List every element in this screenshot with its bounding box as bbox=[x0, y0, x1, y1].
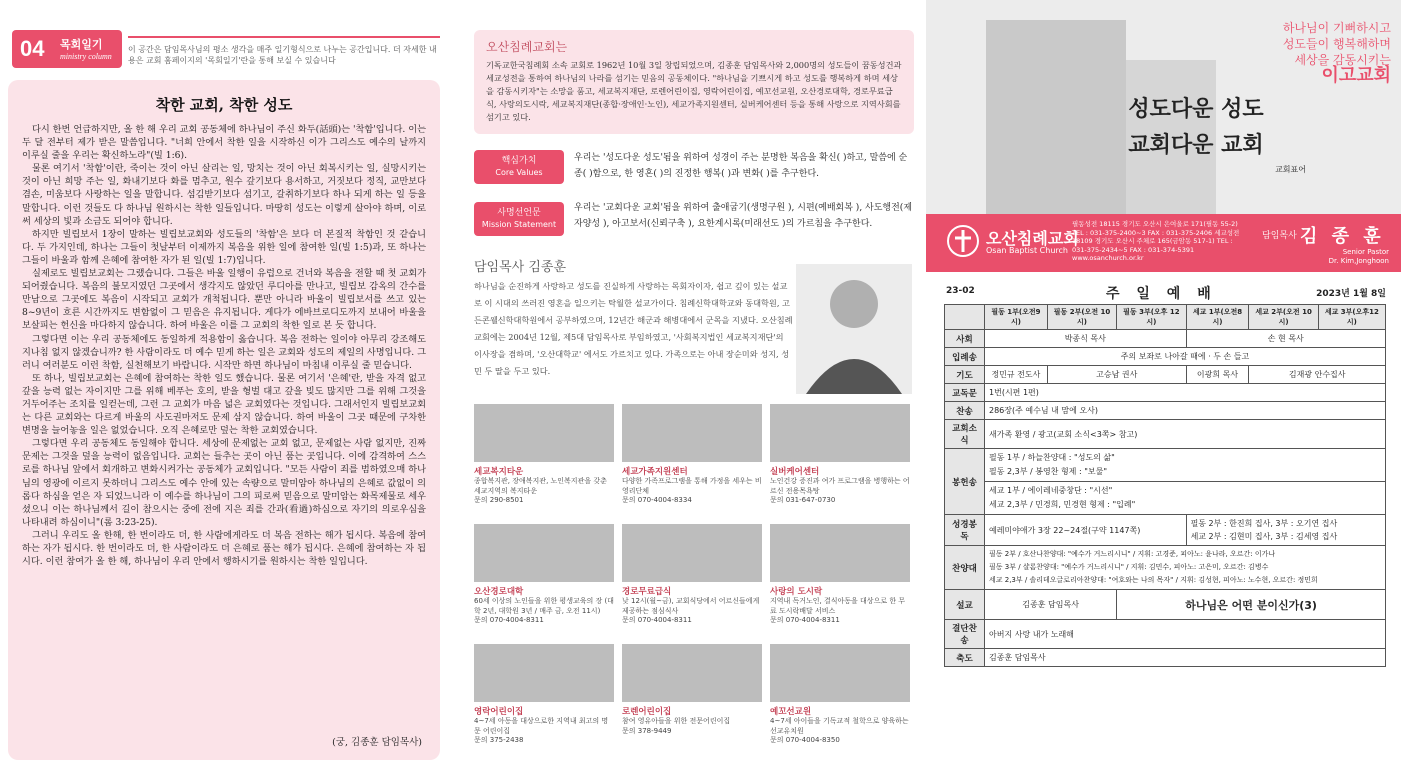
essay-paragraph: 그렇다면 이는 우리 공동체에도 동일하게 적용함이 옳습니다. 복음 전하는 일이야 아무리 강조해도 지나침 없지 않겠습니까? 한 사람이라도 더 예수 믿게 하는 일은 교회와 성도의 제일의 사명입니다. 그러니 여러분도 이런 착함, 실천해보기 바랍니다. 시작만 하면 하나님이 마침내 이루실 줄 믿습니다. bbox=[22, 333, 426, 371]
ministry-item bbox=[622, 524, 762, 642]
ministry-desc: 종합복지관, 장애복지관, 노인복지관을 갖춘 세교지역의 복지타운 bbox=[474, 477, 607, 495]
table-row bbox=[945, 402, 1386, 420]
pastor-title-en: Senior Pastor bbox=[1342, 248, 1389, 256]
church-name: 오산침례교회 bbox=[986, 229, 1079, 248]
cover-banner bbox=[926, 0, 1401, 272]
slogan-line: 이고교회 bbox=[1321, 65, 1391, 86]
ministry-photo bbox=[622, 644, 762, 702]
ministry-desc: 참여 영유아들을 위한 전문어린이집 bbox=[622, 717, 731, 725]
pastor-heading: 담임목사 김종훈 bbox=[474, 260, 567, 275]
column-ministry-diary bbox=[0, 0, 448, 779]
row-label: 사회 bbox=[945, 330, 985, 348]
table-cell: 김종훈 담임목사 bbox=[985, 649, 1386, 667]
table-row bbox=[945, 420, 1386, 449]
section-header bbox=[10, 30, 440, 70]
table-row bbox=[945, 449, 1386, 482]
worship-order-table bbox=[944, 304, 1386, 667]
essay-paragraph: 또 하나, 빌립보교회는 은혜에 참여하는 착한 일도 했습니다. 물론 여기서 '은혜'란, 받을 자격 없고 갚을 능력 없는 자이지만 그를 위해 베푸는 호의, 받을 형벌 대고 갚을 빚도 많지만 그를 위해 그것을 거두어주는 조치를 일컫는데, 그런 그 교회가 마음 넓은 교회였다는 것입니다. 그래서인지 빌립보교회는 다른 교회와는 다르게 바울의 사도권마저도 문제 삼지 않습니다. 하여 바울이 그곳 때문에 구차한 변명을 늘어놓을 일은 없었습니다. 오직 은혜로만 덮는 착한 교회였습니다. bbox=[22, 372, 426, 437]
table-cell: 1번(시편 1편) bbox=[985, 384, 1386, 402]
table-cell: 정민규 전도사 bbox=[985, 366, 1048, 384]
table-cell bbox=[985, 482, 1386, 515]
row-label: 성경봉독 bbox=[945, 515, 985, 546]
worship-title: 주 일 예 배 bbox=[1106, 286, 1217, 302]
ministry-tel: 문의 070-4004-8350 bbox=[770, 736, 840, 744]
church-intro-text: 기독교한국침례회 소속 교회로 1962년 10월 3일 창립되었으며, 김종훈 담임목사와 2,000명의 성도들이 꿈동성건과 세교성전을 통하여 하나님의 나라를 섬기는 믿음의 공동체이다. "하나님을 기쁘시게 하고 성도를 행복하게 하며 세상을 감동시키자"는 소망을 품고, 세교복지재단, 로렌어린이집, 영락어린이집, 예꼬선교원, 오산경로대학, 경로무료급식, 사랑의도시락, 세교복지재단(종합·장애인·노인), 세교가족지원센터, 실버케어센터 등을 통해 사랑으로 지역사회를 섬기고 있다. bbox=[486, 60, 902, 122]
table-row bbox=[945, 590, 1386, 620]
church-motto bbox=[1086, 92, 1306, 176]
pastor-title: 담임목사 bbox=[1262, 231, 1297, 241]
motto-line: 성도다운 성도 bbox=[1128, 97, 1264, 122]
core-values-label-en: Core Values bbox=[495, 168, 543, 177]
church-info-bar bbox=[926, 214, 1401, 272]
ministry-desc: 4~7세 아이들을 기독교적 철학으로 양육하는 선교유치원 bbox=[770, 717, 909, 735]
ministry-tel: 문의 290-8501 bbox=[474, 496, 524, 504]
ministry-name: 로렌어린이집 bbox=[622, 707, 672, 717]
section-number-badge bbox=[12, 30, 122, 68]
ministry-item bbox=[770, 644, 910, 762]
mission-pill bbox=[474, 202, 564, 236]
ministry-photo bbox=[622, 404, 762, 462]
row-label: 봉헌송 bbox=[945, 449, 985, 515]
table-cell: 새가족 환영 / 광고(교회 소식<3쪽> 참고) bbox=[985, 420, 1386, 449]
table-cell: 주의 보좌로 나아갈 때에 · 두 손 들고 bbox=[985, 348, 1386, 366]
mission-label-en: Mission Statement bbox=[481, 220, 557, 229]
sermon-title: 하나님은 어떤 분이신가(3) bbox=[1117, 590, 1386, 620]
slogan bbox=[1283, 20, 1391, 84]
church-intro-box bbox=[474, 30, 914, 134]
choir-line: 필동 2부 / 호산나찬양대: "예수가 거느리시니" / 지휘: 고경준, 피아노: 윤나라, 오르간: 이가나 bbox=[989, 550, 1276, 558]
church-intro-title: 오산침례교회는 bbox=[486, 40, 568, 54]
pastor-bio: 하나님을 순진하게 사랑하고 성도를 진실하게 사랑하는 목회자이자, 쉽고 깊이 있는 설교로 이 시대의 쓰러진 영혼을 일으키는 탁월한 설교가이다. 침례신학대학교와 동대학원, 고든콘웰신학대학원에서 공부하였으며, 12년간 해군과 해병대에서 군목을 지냈다. 오산침례교회에는 2004년 12월, 제5대 담임목사로 부임하였고, '사회복지법인 세교복지재단'의 이사장을 겸하며, '오산대학교' 에서도 가르치고 있다. 가족으로는 아내 장순미와 성지, 성민 두 딸을 두고 있다. bbox=[474, 281, 793, 376]
table-header-cell: 필동 2부(오전 10시) bbox=[1047, 305, 1116, 330]
row-label: 찬양대 bbox=[945, 546, 985, 590]
row-label: 설교 bbox=[945, 590, 985, 620]
ministry-desc: 낮 12시(월~금), 교회식당에서 어르신들에게 제공하는 점심식사 bbox=[622, 597, 760, 615]
ministry-desc: 60세 이상의 노인들을 위한 평생교육의 장 (대학 2년, 대학원 3년 / 매주 금, 오전 11시) bbox=[474, 597, 614, 615]
ministry-tel: 문의 070-4004-8334 bbox=[622, 496, 692, 504]
bible-reader-line: 필동 2부 : 한진희 집사, 3부 : 오기연 집사 bbox=[1190, 519, 1338, 528]
core-values-pill bbox=[474, 150, 564, 184]
ministry-name: 예꼬선교원 bbox=[770, 707, 812, 717]
ministry-name: 세교가족지원센터 bbox=[622, 467, 688, 477]
ministry-photo bbox=[474, 524, 614, 582]
slogan-line: 세상을 감동시키는 bbox=[1294, 53, 1391, 67]
table-cell: 김재광 안수집사 bbox=[1249, 366, 1386, 384]
ministry-desc: 4~7세 아동을 대상으로한 지역내 최고의 명문 어린이집 bbox=[474, 717, 609, 735]
table-row bbox=[945, 384, 1386, 402]
section-number: 04 bbox=[20, 36, 45, 61]
slogan-line: 성도들이 행복해하며 bbox=[1282, 37, 1391, 51]
table-header-cell: 세교 3부(오후12시) bbox=[1318, 305, 1385, 330]
essay-paragraph: 그렇다면 우리 공동체도 동일해야 합니다. 세상에 문제없는 교회 없고, 문제없는 사람 없지만, 진짜 문제는 그것을 덮을 능력이 없음입니다. 교회는 들추는 곳이 아닌 품는 곳입니다. 이에 감격하여 스스로를 하나님 앞에서 회개하고 변화시켜가는 공동체가 교회입니다. "모든 사람이 죄를 범하였으매 하나님의 영광에 이르지 못하더니 그리스도 예수 안에 있는 속량으로 말미암아 하나님의 은혜로 값없이 의롭다 하심을 얻은 자 되었느니라 이 예수를 하나님이 그의 피로써 믿음으로 말미암는 화목제물로 세우셨으니 이는 하나님께서 길이 참으시는 중에 전에 지은 죄를 간과(看過)하심으로 자기의 의로우심을 나타내려 하심이니"(롬 3:23-25). bbox=[22, 438, 426, 528]
ministry-name: 오산경로대학 bbox=[474, 587, 524, 597]
table-header-row bbox=[945, 305, 1386, 330]
table-cell: 이광희 목사 bbox=[1186, 366, 1249, 384]
motto-line: 교회다운 교회 bbox=[1128, 133, 1264, 158]
table-header-cell: 세교 1부(오전8시) bbox=[1186, 305, 1249, 330]
pastor-name-en bbox=[1329, 248, 1389, 266]
ministry-item bbox=[474, 644, 614, 762]
ministry-photo bbox=[474, 404, 614, 462]
column-bulletin bbox=[926, 0, 1401, 779]
row-label: 교독문 bbox=[945, 384, 985, 402]
table-cell: 예레미야애가 3장 22~24절(구약 1147쪽) bbox=[985, 515, 1187, 546]
table-row bbox=[945, 482, 1386, 515]
choir-line: 세교 2,3부 / 솔리데오글로리아찬양대: "여호와는 나의 목자" / 지휘: 김성현, 피아노: 노수현, 오르간: 정민희 bbox=[989, 576, 1318, 584]
church-address: 필동성전 18115 경기도 오산시 은여울로 171(필동 55-2) TEL : 031-375-2400~3 FAX : 031-375-2406 세교성전 18109 경기도 오산시 주체로 165(금암동 517-1) TEL : 031-375-2434~5 FAX : 031-374-5391 www.osanchurch.or.kr bbox=[1072, 220, 1240, 263]
ministry-photo bbox=[622, 524, 762, 582]
table-header-cell bbox=[945, 305, 985, 330]
row-label: 기도 bbox=[945, 366, 985, 384]
section-label-en: ministry column bbox=[60, 52, 112, 61]
table-row bbox=[945, 546, 1386, 590]
ministry-tel: 문의 070-4004-8311 bbox=[622, 616, 692, 624]
offer-line: 필동 1부 / 하늘찬양대 : "성도의 삶" bbox=[989, 453, 1115, 462]
pastor-portrait bbox=[796, 264, 912, 394]
issue-number: 23-02 bbox=[946, 286, 975, 296]
ministry-tel: 문의 070-4004-8311 bbox=[770, 616, 840, 624]
table-row bbox=[945, 649, 1386, 667]
core-values-text: 우리는 '성도다운 성도'됨을 위하여 성경이 주는 분명한 복음을 확신( )하고, 말씀에 순종( )함으로, 한 영혼( )의 진정한 행복( )과 변화( )를 추구한다. bbox=[574, 153, 908, 179]
ministry-item bbox=[474, 524, 614, 642]
table-cell: 손 현 목사 bbox=[1186, 330, 1385, 348]
mission-label: 사명선언문 bbox=[497, 208, 541, 218]
row-label: 결단찬송 bbox=[945, 620, 985, 649]
section-label: 목회일기 bbox=[60, 38, 103, 51]
ministry-tel: 문의 378-9449 bbox=[622, 726, 672, 735]
ministry-item bbox=[622, 644, 762, 762]
mission-text: 우리는 '교회다운 교회'됨을 위하여 출애굽기(생명구원 ), 시편(예배회복 ), 사도행전(제자양성 ), 아고보서(신뢰구축 ), 요한계시록(미래선도 )의 가르침을 추구한다. bbox=[574, 203, 913, 229]
essay-paragraph: 그러니 우리도 올 한해, 한 번이라도 더, 한 사람에게라도 더 복음 전하는 해가 됩시다. 복음에 참여하는 자가 됩시다. 한 번이라도 더, 한 사람이라도 더 은혜로 품는 해가 됩시다. 은혜에 참여하는 자 됩시다. 이런 참여가 올 한 해, 하나님이 우리 안에서 행하시기를 원하시는 착한 일입니다. bbox=[22, 529, 426, 568]
worship-header bbox=[946, 286, 1386, 302]
choir-line: 필동 3부 / 샬롬찬양대: "예수가 거느리시니" / 지휘: 김민수, 피아노: 고은미, 오르간: 김병수 bbox=[989, 563, 1269, 571]
slogan-line: 하나님이 기뻐하시고 bbox=[1282, 21, 1391, 35]
table-header-cell: 필동 3부(오후 12시) bbox=[1117, 305, 1186, 330]
table-cell: 286장(주 예수님 내 맘에 오사) bbox=[985, 402, 1386, 420]
ministry-tel: 문의 375-2438 bbox=[474, 736, 524, 744]
offer-line: 필동 2,3부 / 봉영찬 형제 : "보물" bbox=[989, 467, 1108, 476]
person-icon bbox=[796, 264, 912, 394]
essay-paragraph: 물론 여기서 '착함'이란, 죽이는 것이 아닌 살리는 일, 망치는 것이 아닌 회복시키는 일, 실망시키는 것이 아닌 희망 주는 일, 화내기보다 화를 멈추고, 원수 갚기보다 용서하고, 거짓보다 정직, 교만보다 겸손, 미움보다 사랑하는 일을 말합니다. 섬김받기보다 섬기고, 갈취하기보다 하나 되게 하는 일 등을 말합니다. 이런 것들도 다 하나님 원하시는 착한 일들입니다. 마땅히 성도는 이렇게 살아야 하며, 이로써 세상의 빛과 소금도 되어야 합니다. bbox=[22, 163, 426, 227]
table-cell bbox=[985, 546, 1386, 590]
essay-box bbox=[8, 80, 440, 760]
church-name-en: Osan Baptist Church bbox=[986, 246, 1068, 255]
pastor-name-en-line: Dr. Kim,Jonghoon bbox=[1328, 257, 1389, 265]
table-cell: 아버지 사랑 내가 노래해 bbox=[985, 620, 1386, 649]
column-church-intro bbox=[466, 0, 914, 779]
row-label: 찬송 bbox=[945, 402, 985, 420]
table-row bbox=[945, 348, 1386, 366]
divider bbox=[128, 36, 440, 38]
ministry-photo bbox=[770, 524, 910, 582]
ministry-name: 세교복지타운 bbox=[474, 467, 524, 477]
table-cell: 김종훈 담임목사 bbox=[985, 590, 1117, 620]
ministry-name: 영락어린이집 bbox=[474, 707, 524, 717]
table-cell bbox=[985, 449, 1386, 482]
ministry-desc: 지역내 독거노인, 결식아동을 대상으로 한 무료 도시락배달 서비스 bbox=[770, 597, 906, 615]
table-cell: 박종식 목사 bbox=[985, 330, 1187, 348]
ministry-name: 사랑의 도시락 bbox=[770, 587, 823, 597]
essay-title: 착한 교회, 착한 성도 bbox=[155, 96, 293, 114]
ministry-tel: 문의 031-647-0730 bbox=[770, 496, 836, 504]
ministry-item bbox=[474, 404, 614, 522]
table-row bbox=[945, 620, 1386, 649]
offer-line: 세교 2,3부 / 민경희, 민경현 형제 : "입례" bbox=[989, 500, 1136, 509]
pastor-name: 김 종 훈 bbox=[1300, 226, 1385, 247]
table-header-cell: 세교 2부(오전 10시) bbox=[1249, 305, 1318, 330]
offer-line: 세교 1부 / 에이레네중창단 : "시선" bbox=[989, 486, 1113, 495]
mission-row bbox=[474, 200, 914, 250]
essay-paragraph: 실제로도 빌립보교회는 그랬습니다. 그들은 바울 일행이 유럽으로 건너와 복음을 전할 때 첫 교회가 되어줬습니다. 복음의 불모지였던 그곳에서 생각지도 않았던 루디아를 만나고, 빌립보 감옥의 간수를 만남으로 그곳에도 복음이 시작되고 교회가 개척됩니다. 뿐만 아니라 바울이 빌립보서를 쓰고 있는 8~9년이 흐른 시간까지도 변함없이 그 믿음은 유지됩니다. 게다가 에바브로디도까지 보내어 바울을 보살피는 헌신을 마다하지 않습니다. 하여 바울은 이를 그 교회의 착한 일로 본 듯 합니다. bbox=[22, 268, 426, 332]
section-intro: 이 공간은 담임목사님의 평소 생각을 매주 일기형식으로 나누는 공간입니다. 더 자세한 내용은 교회 홈페이지의 '목회일기'란을 통해 보실 수 있습니다 bbox=[128, 45, 437, 65]
table-row bbox=[945, 330, 1386, 348]
table-row bbox=[945, 366, 1386, 384]
essay-signature: (궁, 김종훈 담임목사) bbox=[332, 737, 422, 748]
table-header-cell: 필동 1부(오전9시) bbox=[985, 305, 1048, 330]
core-values-row bbox=[474, 150, 914, 190]
table-cell: 고승남 권사 bbox=[1047, 366, 1186, 384]
ministry-item bbox=[770, 404, 910, 522]
row-label: 입례송 bbox=[945, 348, 985, 366]
ministry-desc: 노인건강 증진과 여가 프로그램을 병행하는 어르신 전용목욕탕 bbox=[770, 477, 910, 495]
ministry-name: 경로무료급식 bbox=[622, 587, 672, 597]
row-label: 축도 bbox=[945, 649, 985, 667]
ministry-item bbox=[770, 524, 910, 642]
table-row bbox=[945, 515, 1386, 546]
ministry-desc: 다양한 가족프로그램을 통해 가정을 세우는 비영리단체 bbox=[622, 477, 762, 495]
essay-paragraph: 다시 한번 언급하지만, 올 한 해 우리 교회 공동체에 하나님이 주신 화두(話頭)는 '착함'입니다. 이는 두 달 전부터 제가 받은 말씀입니다. "너희 안에서 착한 일을 시작하신 이가 그리스도 예수의 날까지 이루실 줄을 우리는 확신하노라"(빌 1:6). bbox=[22, 124, 426, 162]
ministry-item bbox=[622, 404, 762, 522]
table-cell bbox=[1186, 515, 1385, 546]
motto-sub: 교회표어 bbox=[1275, 165, 1306, 174]
ministry-name: 실버케어센터 bbox=[770, 467, 820, 477]
row-label: 교회소식 bbox=[945, 420, 985, 449]
ministry-photo bbox=[770, 404, 910, 462]
worship-date: 2023년 1월 8일 bbox=[1316, 289, 1386, 299]
ministry-photo bbox=[770, 644, 910, 702]
essay-paragraph: 하지만 빌립보서 1장이 말하는 빌립보교회와 성도들의 '착함'은 보다 더 본질적 착함인 것 같습니다. 두 가지인데, 하나는 그들이 첫날부터 이제까지 복음을 위한 일에 참여한 일(빌 1:5)과, 또 하나는 그들이 바울과 함께 은혜에 참여한 자가 된 일(빌 1:7)입니다. bbox=[22, 228, 426, 266]
ministry-photo bbox=[474, 644, 614, 702]
church-logo-icon bbox=[946, 224, 980, 258]
ministry-tel: 문의 070-4004-8311 bbox=[474, 616, 544, 624]
bible-reader-line: 세교 2부 : 김현미 집사, 3부 : 김세영 집사 bbox=[1190, 532, 1338, 541]
core-values-label: 핵심가치 bbox=[501, 156, 537, 166]
